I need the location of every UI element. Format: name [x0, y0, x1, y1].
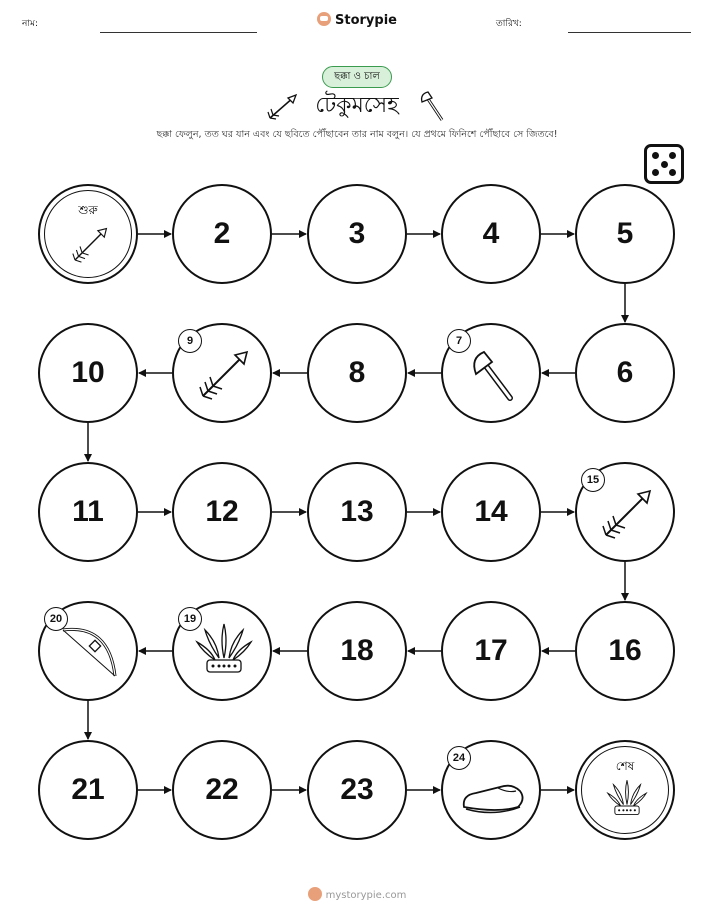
arrow-icon: [189, 340, 259, 410]
axe-icon: [458, 340, 528, 410]
board-cell-14[interactable]: [441, 462, 541, 562]
cell-number: 22: [205, 773, 239, 806]
board-cell-25[interactable]: [575, 740, 675, 840]
board-cell-20[interactable]: [38, 601, 138, 701]
board-cell-8[interactable]: [307, 323, 407, 423]
cell-number-badge: 19: [178, 607, 202, 631]
cell-number-badge: 15: [581, 468, 605, 492]
cell-number: 21: [71, 773, 105, 806]
cell-number: 5: [616, 217, 634, 250]
cell-number: 23: [340, 773, 374, 806]
arrow-icon: [592, 479, 662, 549]
page-title: টেকুমসেহ: [315, 93, 399, 118]
board-cell-19[interactable]: [172, 601, 272, 701]
board-cell-9[interactable]: [172, 323, 272, 423]
board-cell-2[interactable]: [172, 184, 272, 284]
cell-number: 16: [608, 634, 642, 667]
start-label: শুরু: [78, 203, 98, 217]
board-cell-18[interactable]: [307, 601, 407, 701]
cell-number-badge: 9: [178, 329, 202, 353]
cell-number: 13: [340, 495, 374, 528]
cell-number-badge: 7: [447, 329, 471, 353]
board-cell-10[interactable]: [38, 323, 138, 423]
name-label: নাম:: [22, 19, 39, 29]
board-cell-6[interactable]: [575, 323, 675, 423]
board-cell-15[interactable]: [575, 462, 675, 562]
board-cell-24[interactable]: [441, 740, 541, 840]
moccasin-icon: [458, 757, 528, 827]
footer: [0, 887, 714, 901]
headdress-icon: [189, 618, 259, 688]
board-cell-7[interactable]: [441, 323, 541, 423]
board-cell-3[interactable]: [307, 184, 407, 284]
cell-number: 11: [72, 495, 104, 528]
board-cell-16[interactable]: [575, 601, 675, 701]
arrow-icon: [62, 220, 118, 270]
cell-number: 2: [213, 217, 231, 250]
date-label: তারিখ:: [496, 19, 522, 29]
cell-number: 8: [348, 356, 366, 389]
end-label: শেষ: [615, 759, 635, 773]
cell-number: 14: [474, 495, 508, 528]
headdress-icon: [599, 776, 655, 826]
cell-number-badge: 20: [44, 607, 68, 631]
board-cell-13[interactable]: [307, 462, 407, 562]
cell-number: 6: [616, 356, 634, 389]
cell-number-badge: 24: [447, 746, 471, 770]
board-cell-12[interactable]: [172, 462, 272, 562]
board-cell-17[interactable]: [441, 601, 541, 701]
game-type-tag: ছক্কা ও চাল: [322, 66, 392, 88]
brand-name: Storypie: [335, 13, 397, 28]
board-cell-22[interactable]: [172, 740, 272, 840]
board-cell-1[interactable]: [38, 184, 138, 284]
cell-number: 17: [474, 634, 508, 667]
board-cell-4[interactable]: [441, 184, 541, 284]
board-cell-23[interactable]: [307, 740, 407, 840]
cell-number: 3: [348, 217, 366, 250]
board-cell-11[interactable]: [38, 462, 138, 562]
board-cell-5[interactable]: [575, 184, 675, 284]
cell-number: 12: [205, 495, 239, 528]
bow-icon: [55, 618, 125, 688]
cell-number: 18: [340, 634, 374, 667]
cell-number: 4: [482, 217, 500, 250]
board-cell-21[interactable]: [38, 740, 138, 840]
storypie-logo-icon: [308, 887, 322, 901]
instructions: ছক্কা ফেলুন, তত ঘর যান এবং যে ছবিতে পৌঁছাবেন তার নাম বলুন। যে প্রথমে ফিনিশে পৌঁছাবে সে জিতবে!: [156, 129, 558, 140]
footer-url: mystorypie.com: [325, 890, 407, 901]
cell-number: 10: [71, 356, 105, 389]
